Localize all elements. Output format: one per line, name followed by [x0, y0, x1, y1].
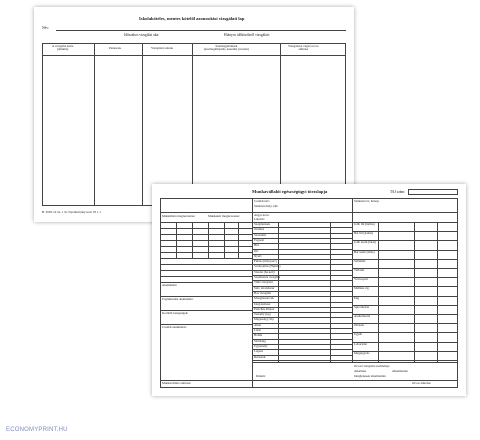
taj-label: TAJ szám: [390, 190, 406, 194]
row-divider [352, 323, 458, 324]
row-label: Has vizsgálat [254, 290, 272, 295]
row-label: Bőr [254, 243, 259, 248]
row-divider [252, 254, 352, 255]
row-divider [352, 360, 458, 361]
front-form-sheet [152, 184, 466, 396]
back-form-footer: B. 9505-14 Sz. 1 m. Nyomtatvány kód: 05 1.1 [42, 210, 101, 214]
exam-reason-label: Időszakos vizsgálat oka: [124, 33, 160, 37]
unfit-label: Alkalmatlan [392, 369, 408, 373]
row-divider [352, 259, 458, 260]
row-divider [352, 332, 458, 333]
date-label: Dátum: [256, 374, 266, 378]
exam-result-label: Orvosi vizsgálat eredménye [354, 364, 390, 368]
job-label: Munkakör megnevezése: [208, 214, 240, 218]
name-label: Név: [42, 26, 49, 30]
row-label: Színlátás [354, 258, 366, 263]
fit-label: Alkalmas [354, 369, 367, 373]
row-label: Idegrendszer [254, 301, 271, 306]
company-label: Munkáltató megnevezése: [162, 214, 196, 218]
row-label: Bal szem (látás) [354, 249, 375, 254]
row-label: Orr [254, 248, 259, 253]
row-label: Szexuális [254, 232, 267, 237]
row-label: Szívhang [254, 338, 266, 343]
row-label: Vércsoport [354, 277, 369, 282]
col-diagnosis: Kórmegjelölések (kormegállapítás, kezelési javaslat) [204, 44, 249, 52]
row-label: Megjegyzés [354, 350, 370, 355]
row-divider [352, 296, 458, 297]
row-label: Légzés [254, 349, 264, 354]
employee-signature-label: Munkavállaló aláírása: [162, 381, 192, 385]
row-label: Jobb szem (látás) [354, 240, 377, 245]
row-label: Egyensúly [254, 343, 268, 348]
doctor-signature-label: Orvos aláírása: [412, 381, 432, 385]
temp-unfit-label: Ideiglenesen alkalmatlan [354, 374, 386, 378]
row-divider [252, 349, 352, 350]
previous-illness-label: Korábbi betegségek: [162, 311, 189, 315]
row-label: Laborlelet [354, 341, 368, 346]
row-divider [252, 360, 352, 361]
row-divider [252, 323, 352, 324]
row-label: Pszichés állapot [254, 306, 275, 311]
mother-name-label: Anyja neve: [254, 213, 270, 217]
row-label: Szegmensek [254, 222, 270, 226]
row-label: Jobb fül (hallás) [354, 222, 375, 226]
row-label: Látás [254, 328, 261, 332]
row-divider [252, 227, 352, 228]
row-label: Fogazat [254, 237, 265, 242]
row-label: Testsúly (kg) [254, 312, 271, 317]
row-label: Vizelet (ha kell) [254, 269, 275, 274]
row-divider [252, 243, 352, 244]
row-label: Térlátás [354, 268, 365, 272]
row-divider [352, 268, 458, 269]
col-complaints: Panaszok [109, 46, 122, 50]
row-divider [252, 233, 352, 234]
exam-table [42, 43, 346, 206]
family-name-label: Családi név: [254, 199, 270, 203]
front-form-title: Munkavállalói egészségügyi törzslapja [252, 189, 328, 194]
occupational-anamnesis-label: Foglalkozási anamnézis: [162, 297, 194, 301]
watermark-text: ECONOMYPRINT.HU [6, 427, 68, 433]
row-divider [252, 249, 352, 250]
col-date: A vizsgálat kelte (dátuma) [52, 44, 74, 52]
row-divider [252, 328, 352, 329]
row-label: Tüdő vizsgálat [254, 280, 273, 285]
row-label: Nyelv [254, 253, 262, 258]
address-label: Lakcím: [254, 217, 265, 221]
row-label: Spirometria [354, 304, 370, 309]
row-label: Ekg [354, 295, 360, 300]
row-label: Hallás [254, 333, 263, 338]
row-label: Vérnyomás (Hgmm) [254, 264, 281, 269]
back-form-title: Iskolaköteles, mentes kötelől azonosítási vizsgálati lap [139, 16, 245, 21]
anamnesis-label: Anamnézis: [162, 283, 178, 287]
row-label: Reflexek [254, 354, 266, 359]
birthplace-label: Születési hely, idő: [254, 204, 279, 208]
row-label: Bal fül (hallás) [354, 231, 374, 236]
row-label: Magasság (cm) [254, 317, 274, 322]
row-label: Alkat [254, 322, 262, 327]
row-label: Mellkas rtg. [354, 286, 370, 291]
row-divider [352, 342, 458, 343]
row-label: Pulzus (ütés/perc) [254, 259, 277, 264]
row-divider [252, 238, 352, 239]
row-divider [252, 339, 352, 340]
birth-date-label: Születési év, hónap: [354, 199, 380, 203]
row-divider [252, 333, 352, 334]
row-label: Szív, érrendszer [254, 285, 275, 290]
col-exam-data: Vizsgálati adatok [151, 46, 174, 50]
row-label: Mozgásszervek [254, 296, 274, 301]
family-anamnesis-label: Családi anamnézis: [162, 325, 187, 329]
taj-boxes [408, 189, 458, 195]
row-divider [252, 355, 352, 356]
col-doctor-signature: Vizsgálatot végző orvos aláírása [288, 44, 319, 52]
row-label: Oltások [354, 323, 364, 328]
row-label: Szemfenék vizsgálat [254, 275, 281, 279]
row-label: Audiometria [354, 314, 371, 318]
doc-label: Hiányos időközökről vizsgálati: [224, 33, 270, 37]
row-label: Egyéb [354, 332, 363, 337]
row-label: Öröklés [254, 227, 265, 232]
